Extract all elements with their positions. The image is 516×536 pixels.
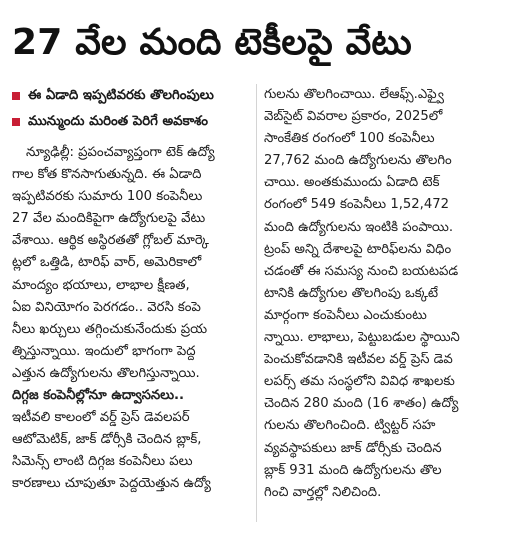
- body-line: రంగంలో 549 కంపెనీలు 1,52,472: [264, 197, 450, 213]
- body-line: చడంతో ఈ సమస్య నుంచి బయటపడ: [264, 263, 459, 279]
- body-line: న్యూఢిల్లీ: ప్రపంచవ్యాప్తంగా టెక్ ఉద్యో: [26, 145, 215, 160]
- body-line: సిమెన్స్ లాంటి దిగ్గజ కంపెనీలు పలు: [12, 454, 193, 470]
- body-line: మాంద్యం భయాలు, లాభాల క్షీణత,: [12, 277, 190, 293]
- highlight-item: [12, 84, 248, 108]
- body-line: వేశాయి. ఆర్థిక అస్థిరతతో గ్లోబల్ మార్కె: [12, 233, 209, 249]
- body-line: టానికి ఉద్యోగుల తొలగింపు ఒక్కటే: [264, 285, 439, 301]
- body-line: చాయి. అంతకుముందు ఏడాది టెక్: [264, 175, 440, 191]
- body-line: మంది ఉద్యోగులను ఇంటికి పంపాయి.: [264, 219, 454, 235]
- body-line: మార్గంగా కంపెనీలు ఎంచుకుంటు: [264, 307, 427, 323]
- body-line: గులను తొలగించాయి. లేఆఫ్స్.ఎఫ్వై: [264, 87, 444, 102]
- body-line: పెంచుకోవడానికి ఇటీవల వర్డ్ ప్రెస్ డెవ: [264, 352, 453, 368]
- highlight-text: ఈ ఏడాది ఇప్పటివరకు తొలగింపులు: [28, 88, 214, 103]
- body-line: 27 వేల మందికిపైగా ఉద్యోగులపై వేటు: [12, 211, 206, 227]
- body-line: లపర్స్ తమ సంస్థలోని వివిధ శాఖలకు: [264, 374, 455, 390]
- article-subheading: దిగ్గజ కంపెనీల్లోనూ ఉద్వాసనలు..: [12, 388, 185, 404]
- red-square-bullet-icon: [12, 92, 20, 100]
- body-line: కారణాలు చూపుతూ పెద్దయెత్తున ఉద్యో: [12, 476, 211, 492]
- left-body-text: [12, 142, 248, 496]
- body-line: నీలు ఖర్చులు తగ్గించుకునేందుకు ప్రయ: [12, 321, 208, 337]
- highlight-item: [12, 110, 248, 134]
- body-line: సాంకేతిక రంగంలో 100 కంపెనీలు: [264, 131, 435, 147]
- body-line: ఆటోమెటిక్, జాక్ డోర్సీకి చెందిన బ్లాక్,: [12, 432, 202, 448]
- body-line: గించి వార్తల్లో నిలిచింది.: [264, 484, 382, 500]
- column-divider: [256, 84, 257, 522]
- body-line: న్నాయి. లాభాలు, పెట్టుబడుల స్థాయిని: [264, 330, 460, 346]
- article-headline: 27 వేల మంది టెకీలపై వేటు: [12, 22, 412, 63]
- body-line: ఇటీవలి కాలంలో వర్డ్ ప్రెస్ డెవలపర్: [12, 410, 190, 426]
- highlight-text: మున్ముందు మరింత పెరిగే అవకాశం: [28, 114, 209, 129]
- body-line: 27,762 మంది ఉద్యోగులను తొలగిం: [264, 153, 452, 169]
- left-article-column: [12, 84, 252, 522]
- body-line: ట్లలో ఒత్తిడి, టారిఫ్ వార్, అమెరికాలో: [12, 255, 202, 271]
- body-line: ఏఐ వినియోగం పెరగడం.. వెరసి కంపె: [12, 299, 201, 315]
- body-line: త్నిస్తున్నాయి. ఇందులో భాగంగా పెద్ద: [12, 343, 196, 359]
- right-article-column: [264, 84, 504, 522]
- body-line: ట్రంప్ అన్ని దేశాలపై టారిఫ్‌లను విధిం: [264, 241, 452, 257]
- body-line: చెందిన 280 మంది (16 శాతం) ఉద్యో: [264, 396, 459, 412]
- body-line: గులను తొలగించింది. ట్విట్టర్ సహ: [264, 418, 436, 434]
- body-line: ఎత్తున ఉద్యోగులను తొలగిస్తున్నాయి.: [12, 365, 200, 381]
- body-line: వెబ్‌సైట్ వివరాల ప్రకారం, 2025లో: [264, 109, 443, 125]
- red-square-bullet-icon: [12, 118, 20, 126]
- body-line: వ్యవస్థాపకులు జాక్ డోర్సీకు చెందిన: [264, 440, 442, 456]
- body-line: గాల కోత కొనసాగుతున్నది. ఈ ఏడాది: [12, 167, 202, 183]
- body-line: బ్లాక్ 931 మంది ఉద్యోగులను తొల: [264, 462, 442, 478]
- body-line: ఇప్పటివరకు సుమారు 100 కంపెనీలు: [12, 189, 203, 205]
